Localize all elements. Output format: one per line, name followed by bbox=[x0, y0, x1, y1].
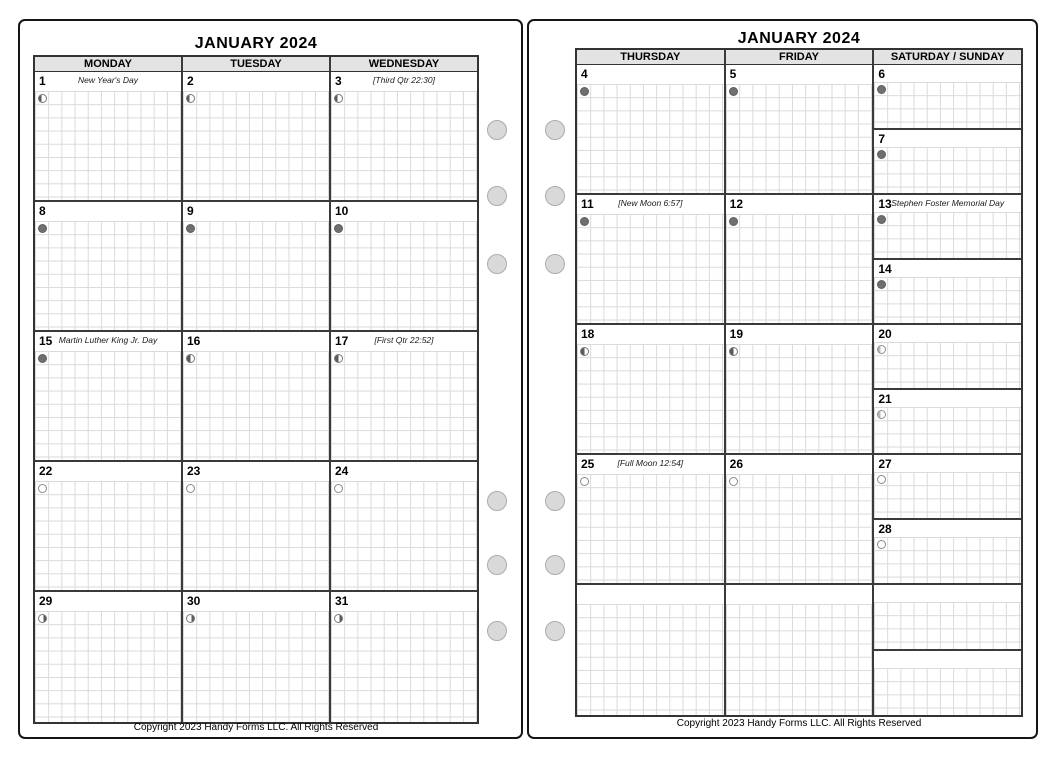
date-strip bbox=[874, 390, 1021, 407]
grid-area bbox=[874, 212, 1021, 258]
left-planner-page bbox=[18, 19, 523, 739]
grid-area bbox=[183, 351, 329, 460]
grid-area bbox=[874, 472, 1021, 518]
grid-area bbox=[331, 611, 477, 722]
grid-area bbox=[874, 147, 1021, 193]
grid-area bbox=[874, 407, 1021, 453]
blank-saturday-sunday-cell bbox=[874, 585, 1021, 715]
moon-phase-icon bbox=[38, 484, 47, 493]
date-strip bbox=[331, 332, 477, 351]
moon-phase-icon bbox=[38, 94, 47, 103]
grid-area bbox=[331, 351, 477, 460]
date-strip bbox=[726, 585, 873, 604]
moon-phase-icon bbox=[38, 614, 47, 623]
date-strip bbox=[874, 260, 1021, 277]
moon-event-note: [Third Qtr 22:30] bbox=[373, 75, 435, 85]
grid-area bbox=[577, 604, 724, 715]
grid-area bbox=[35, 611, 181, 722]
day-cell-jan-9 bbox=[183, 202, 331, 330]
day-cell-jan-30 bbox=[183, 592, 331, 722]
date-number: 11 bbox=[581, 197, 594, 211]
moon-phase-icon bbox=[38, 354, 47, 363]
moon-phase-icon bbox=[877, 215, 886, 224]
grid-area bbox=[35, 351, 181, 460]
date-number: 18 bbox=[581, 327, 595, 341]
date-number: 19 bbox=[729, 327, 744, 341]
date-strip bbox=[726, 195, 873, 214]
moon-event-note: [New Moon 6:57] bbox=[618, 198, 683, 208]
moon-phase-icon bbox=[877, 345, 886, 354]
grid-area bbox=[874, 82, 1021, 128]
copyright-text: Copyright 2023 Handy Forms LLC. All Rights Reserved bbox=[133, 722, 379, 733]
grid-area bbox=[577, 344, 724, 453]
moon-phase-icon bbox=[580, 477, 589, 486]
date-number: 17 bbox=[335, 334, 349, 348]
day-cell-jan-8 bbox=[35, 202, 183, 330]
date-strip bbox=[874, 195, 1021, 212]
moon-phase-icon bbox=[877, 150, 886, 159]
left-calendar-grid bbox=[33, 55, 479, 724]
day-cell-jan-28 bbox=[874, 518, 1021, 583]
header-monday: MONDAY bbox=[35, 57, 183, 71]
date-strip bbox=[35, 202, 181, 221]
grid-area bbox=[183, 611, 329, 722]
blank-day-cell bbox=[577, 585, 726, 715]
date-number: 9 bbox=[187, 204, 194, 218]
header-friday: FRIDAY bbox=[726, 50, 875, 64]
grid-area bbox=[874, 537, 1021, 583]
day-cell-jan-7 bbox=[874, 128, 1021, 193]
binder-hole bbox=[487, 621, 507, 641]
moon-phase-icon bbox=[334, 354, 343, 363]
binder-hole bbox=[545, 555, 565, 575]
date-number: 2 bbox=[187, 74, 194, 88]
grid-area bbox=[577, 84, 724, 193]
date-number: 13 bbox=[878, 197, 892, 211]
moon-phase-icon bbox=[334, 484, 343, 493]
date-strip bbox=[726, 455, 873, 474]
date-strip bbox=[183, 462, 329, 481]
date-number: 6 bbox=[878, 67, 886, 81]
date-strip bbox=[35, 72, 181, 91]
copyright-text: Copyright 2023 Handy Forms LLC. All Rights Reserved bbox=[676, 718, 922, 729]
holiday-note: Stephen Foster Memorial Day bbox=[891, 198, 1005, 208]
date-strip bbox=[331, 592, 477, 611]
date-strip bbox=[35, 592, 181, 611]
week-row bbox=[35, 332, 477, 462]
day-cell-jan-27 bbox=[874, 455, 1021, 518]
day-cell-jan-2 bbox=[183, 72, 331, 200]
date-number: 26 bbox=[729, 457, 744, 471]
grid-area bbox=[577, 474, 724, 583]
day-cell-jan-1 bbox=[35, 72, 183, 200]
date-strip bbox=[874, 520, 1021, 537]
moon-phase-icon bbox=[334, 614, 343, 623]
day-cell-jan-12 bbox=[726, 195, 875, 323]
moon-phase-icon bbox=[877, 540, 886, 549]
weekday-header-row bbox=[35, 57, 477, 72]
blank-day-cell bbox=[726, 585, 875, 715]
header-wednesday: WEDNESDAY bbox=[368, 58, 440, 70]
week-row bbox=[35, 72, 477, 202]
grid-area bbox=[874, 277, 1021, 323]
date-strip bbox=[577, 65, 724, 84]
date-strip bbox=[726, 325, 873, 344]
date-number: 15 bbox=[39, 334, 53, 348]
moon-phase-icon bbox=[729, 347, 738, 356]
week-row bbox=[577, 325, 1021, 455]
moon-phase-icon bbox=[877, 475, 886, 484]
page-title: JANUARY 2024 bbox=[194, 35, 318, 52]
holiday-note: New Year's Day bbox=[77, 75, 139, 85]
date-strip bbox=[35, 462, 181, 481]
binder-hole bbox=[487, 555, 507, 575]
date-strip bbox=[874, 325, 1021, 342]
saturday-sunday-cell bbox=[874, 325, 1021, 453]
binder-hole bbox=[545, 621, 565, 641]
day-cell-jan-21 bbox=[874, 388, 1021, 453]
blank-day-cell bbox=[874, 649, 1021, 715]
date-number: 28 bbox=[878, 522, 892, 536]
date-number: 7 bbox=[878, 132, 886, 146]
moon-phase-icon bbox=[334, 94, 343, 103]
day-cell-jan-6 bbox=[874, 65, 1021, 128]
date-strip bbox=[577, 195, 724, 214]
binder-hole bbox=[487, 120, 507, 140]
binder-hole bbox=[487, 186, 507, 206]
date-number: 24 bbox=[335, 464, 349, 478]
grid-area bbox=[726, 84, 873, 193]
grid-area bbox=[726, 604, 873, 715]
date-number: 8 bbox=[39, 204, 46, 218]
holiday-note: Martin Luther King Jr. Day bbox=[58, 335, 158, 345]
grid-area bbox=[331, 481, 477, 590]
date-strip bbox=[331, 72, 477, 91]
right-planner-page bbox=[527, 19, 1038, 739]
grid-area bbox=[183, 221, 329, 330]
date-number: 10 bbox=[335, 204, 349, 218]
week-row bbox=[35, 462, 477, 592]
date-strip bbox=[874, 130, 1021, 147]
binder-hole bbox=[545, 254, 565, 274]
day-cell-jan-20 bbox=[874, 325, 1021, 388]
day-cell-jan-16 bbox=[183, 332, 331, 460]
header-saturday-sunday: SATURDAY / SUNDAY bbox=[890, 51, 1005, 63]
moon-phase-icon bbox=[729, 87, 738, 96]
day-cell-jan-22 bbox=[35, 462, 183, 590]
saturday-sunday-cell bbox=[874, 455, 1021, 583]
date-strip bbox=[183, 72, 329, 91]
date-strip bbox=[35, 332, 181, 351]
day-cell-jan-29 bbox=[35, 592, 183, 722]
weekday-header-row bbox=[577, 50, 1021, 65]
date-number: 21 bbox=[878, 392, 892, 406]
day-cell-jan-14 bbox=[874, 258, 1021, 323]
grid-area bbox=[35, 91, 181, 200]
date-number: 27 bbox=[878, 457, 892, 471]
moon-phase-icon bbox=[186, 94, 195, 103]
binder-hole bbox=[545, 491, 565, 511]
week-row bbox=[35, 592, 477, 722]
blank-day-cell bbox=[874, 585, 1021, 649]
day-cell-jan-10 bbox=[331, 202, 477, 330]
grid-area bbox=[874, 668, 1021, 715]
day-cell-jan-5 bbox=[726, 65, 875, 193]
date-strip bbox=[331, 462, 477, 481]
date-number: 23 bbox=[187, 464, 201, 478]
binder-hole bbox=[487, 491, 507, 511]
day-cell-jan-25 bbox=[577, 455, 726, 583]
moon-phase-icon bbox=[729, 477, 738, 486]
moon-phase-icon bbox=[38, 224, 47, 233]
day-cell-jan-31 bbox=[331, 592, 477, 722]
day-cell-jan-4 bbox=[577, 65, 726, 193]
binder-hole bbox=[487, 254, 507, 274]
binder-hole bbox=[545, 186, 565, 206]
date-number: 29 bbox=[39, 594, 53, 608]
day-cell-jan-15 bbox=[35, 332, 183, 460]
date-strip bbox=[183, 592, 329, 611]
date-strip bbox=[874, 455, 1021, 472]
date-strip bbox=[874, 651, 1021, 668]
date-number: 14 bbox=[878, 262, 892, 276]
date-number: 31 bbox=[335, 594, 349, 608]
moon-phase-icon bbox=[186, 484, 195, 493]
day-cell-jan-26 bbox=[726, 455, 875, 583]
header-thursday: THURSDAY bbox=[577, 50, 726, 64]
date-number: 1 bbox=[39, 74, 46, 88]
date-number: 12 bbox=[729, 197, 744, 211]
date-strip bbox=[577, 325, 724, 344]
date-strip bbox=[874, 585, 1021, 602]
saturday-sunday-cell bbox=[874, 195, 1021, 323]
moon-phase-icon bbox=[580, 347, 589, 356]
date-number: 20 bbox=[878, 327, 892, 341]
page-title: JANUARY 2024 bbox=[737, 30, 861, 47]
date-strip bbox=[577, 455, 724, 474]
day-cell-jan-13 bbox=[874, 195, 1021, 258]
grid-area bbox=[726, 474, 873, 583]
date-number: 5 bbox=[729, 67, 737, 81]
moon-phase-icon bbox=[580, 217, 589, 226]
grid-area bbox=[726, 214, 873, 323]
day-cell-jan-24 bbox=[331, 462, 477, 590]
date-number: 16 bbox=[187, 334, 201, 348]
date-number: 22 bbox=[39, 464, 53, 478]
date-number: 3 bbox=[335, 74, 342, 88]
week-row bbox=[577, 65, 1021, 195]
date-strip bbox=[183, 332, 329, 351]
day-cell-jan-11 bbox=[577, 195, 726, 323]
grid-area bbox=[577, 214, 724, 323]
moon-phase-icon bbox=[877, 410, 886, 419]
day-cell-jan-23 bbox=[183, 462, 331, 590]
binder-hole bbox=[545, 120, 565, 140]
moon-phase-icon bbox=[186, 614, 195, 623]
week-row bbox=[577, 455, 1021, 585]
grid-area bbox=[183, 481, 329, 590]
moon-event-note: [First Qtr 22:52] bbox=[374, 335, 434, 345]
moon-phase-icon bbox=[877, 85, 886, 94]
moon-phase-icon bbox=[877, 280, 886, 289]
date-number: 25 bbox=[581, 457, 595, 471]
moon-phase-icon bbox=[729, 217, 738, 226]
grid-area bbox=[331, 91, 477, 200]
grid-area bbox=[331, 221, 477, 330]
date-number: 4 bbox=[581, 67, 588, 81]
date-number: 30 bbox=[187, 594, 201, 608]
date-strip bbox=[331, 202, 477, 221]
saturday-sunday-cell bbox=[874, 65, 1021, 193]
day-cell-jan-18 bbox=[577, 325, 726, 453]
week-row bbox=[577, 195, 1021, 325]
moon-phase-icon bbox=[580, 87, 589, 96]
moon-phase-icon bbox=[186, 224, 195, 233]
day-cell-jan-19 bbox=[726, 325, 875, 453]
grid-area bbox=[35, 221, 181, 330]
grid-area bbox=[874, 342, 1021, 388]
week-row-blank bbox=[577, 585, 1021, 715]
day-cell-jan-17 bbox=[331, 332, 477, 460]
grid-area bbox=[35, 481, 181, 590]
week-row bbox=[35, 202, 477, 332]
moon-event-note: [Full Moon 12:54] bbox=[617, 458, 684, 468]
date-strip bbox=[577, 585, 724, 604]
right-calendar-grid bbox=[575, 48, 1023, 717]
moon-phase-icon bbox=[334, 224, 343, 233]
grid-area bbox=[874, 602, 1021, 649]
date-strip bbox=[726, 65, 873, 84]
date-strip bbox=[874, 65, 1021, 82]
grid-area bbox=[726, 344, 873, 453]
date-strip bbox=[183, 202, 329, 221]
grid-area bbox=[183, 91, 329, 200]
header-tuesday: TUESDAY bbox=[183, 57, 331, 71]
day-cell-jan-3 bbox=[331, 72, 477, 200]
moon-phase-icon bbox=[186, 354, 195, 363]
